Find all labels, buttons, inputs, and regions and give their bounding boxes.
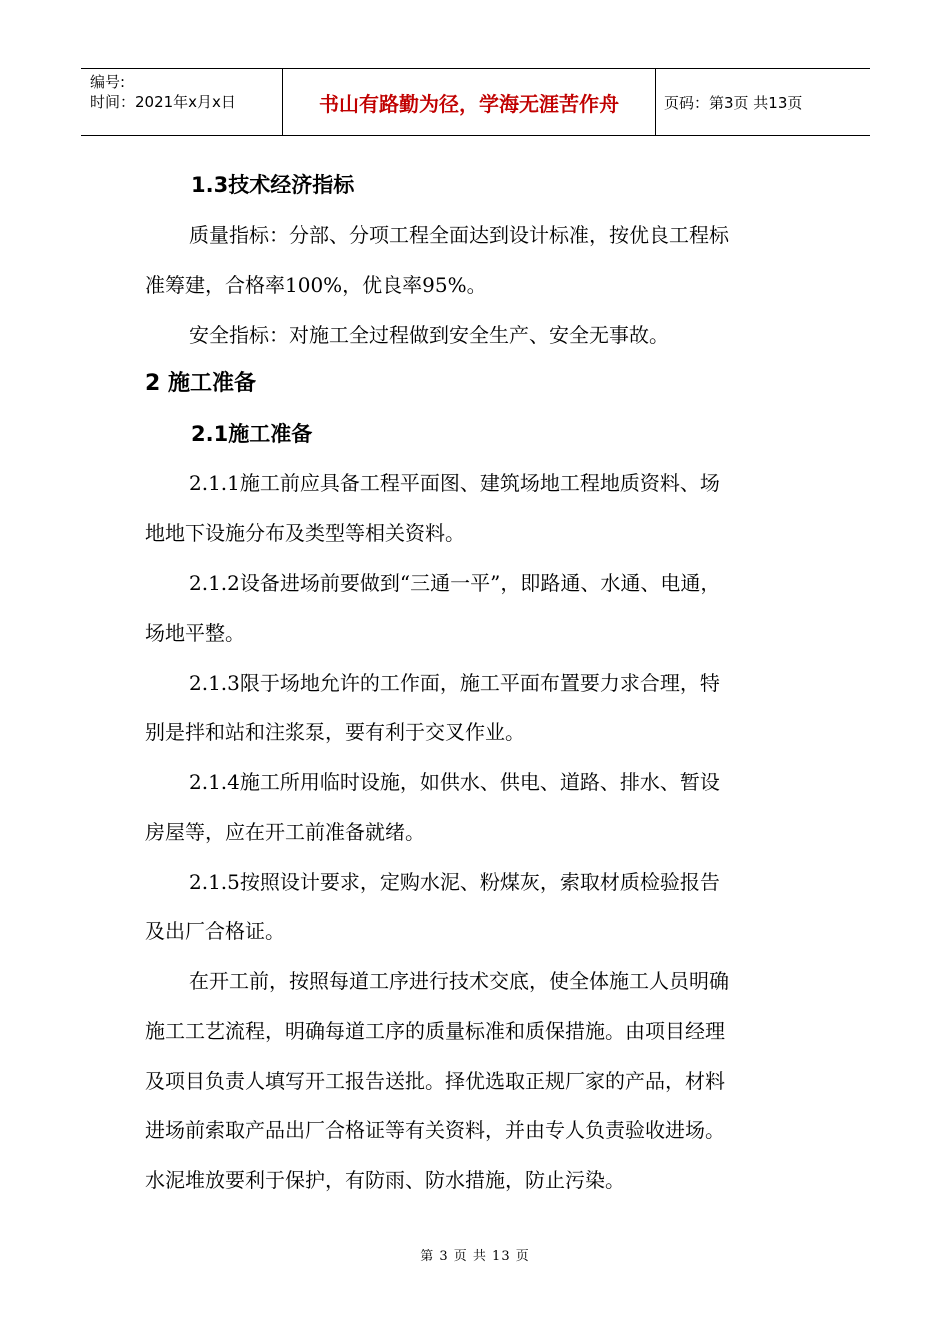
section-2-1-heading: 2.1施工准备 <box>191 422 313 446</box>
preparation-paragraph-line-5: 水泥堆放要利于保护，有防雨、防水措施，防止污染。 <box>145 1168 625 1192</box>
preparation-paragraph-line-2: 施工工艺流程，明确每道工序的质量标准和质保措施。由项目经理 <box>145 1019 725 1043</box>
item-2-1-1-line-2: 地地下设施分布及类型等相关资料。 <box>145 521 465 545</box>
header-page-cell <box>656 69 870 135</box>
item-2-1-3-line-2: 别是拌和站和注浆泵，要有利于交叉作业。 <box>145 720 525 744</box>
header-motto-cell <box>283 69 656 135</box>
page-footer: 第 3 页 共 13 页 <box>420 1249 530 1264</box>
header-motto: 书山有路勤为径，学海无涯苦作舟 <box>319 91 619 116</box>
item-2-1-4-line-1: 2.1.4施工所用临时设施，如供水、供电、道路、排水、暂设 <box>189 770 720 794</box>
section-2-heading: 2 施工准备 <box>145 371 256 396</box>
item-2-1-3-line-1: 2.1.3限于场地允许的工作面，施工平面布置要力求合理，特 <box>189 671 720 695</box>
item-2-1-5-line-2: 及出厂合格证。 <box>145 919 285 943</box>
item-2-1-2-line-1: 2.1.2设备进场前要做到“三通一平”，即路通、水通、电通， <box>189 571 721 595</box>
document-time-label: 时间：2021年x月x日 <box>90 93 236 111</box>
item-2-1-2-line-2: 场地平整。 <box>145 621 245 645</box>
preparation-paragraph-line-3: 及项目负责人填写开工报告送批。择优选取正规厂家的产品，材料 <box>145 1069 725 1093</box>
quality-indicator-line-1: 质量指标：分部、分项工程全面达到设计标准，按优良工程标 <box>189 223 729 247</box>
preparation-paragraph-line-1: 在开工前，按照每道工序进行技术交底，使全体施工人员明确 <box>189 969 729 993</box>
page-header <box>81 68 870 136</box>
document-number-label: 编号: <box>90 73 126 91</box>
header-page-label: 页码：第3页 共13页 <box>664 93 803 112</box>
header-meta-cell <box>81 69 283 135</box>
item-2-1-5-line-1: 2.1.5按照设计要求，定购水泥、粉煤灰，索取材质检验报告 <box>189 870 720 894</box>
item-2-1-1-line-1: 2.1.1施工前应具备工程平面图、建筑场地工程地质资料、场 <box>189 471 720 495</box>
section-1-3-heading: 1.3技术经济指标 <box>191 173 355 197</box>
quality-indicator-line-2: 准筹建，合格率100%，优良率95%。 <box>145 273 487 297</box>
preparation-paragraph-line-4: 进场前索取产品出厂合格证等有关资料，并由专人负责验收进场。 <box>145 1118 725 1142</box>
safety-indicator: 安全指标：对施工全过程做到安全生产、安全无事故。 <box>189 323 669 347</box>
item-2-1-4-line-2: 房屋等，应在开工前准备就绪。 <box>145 820 425 844</box>
